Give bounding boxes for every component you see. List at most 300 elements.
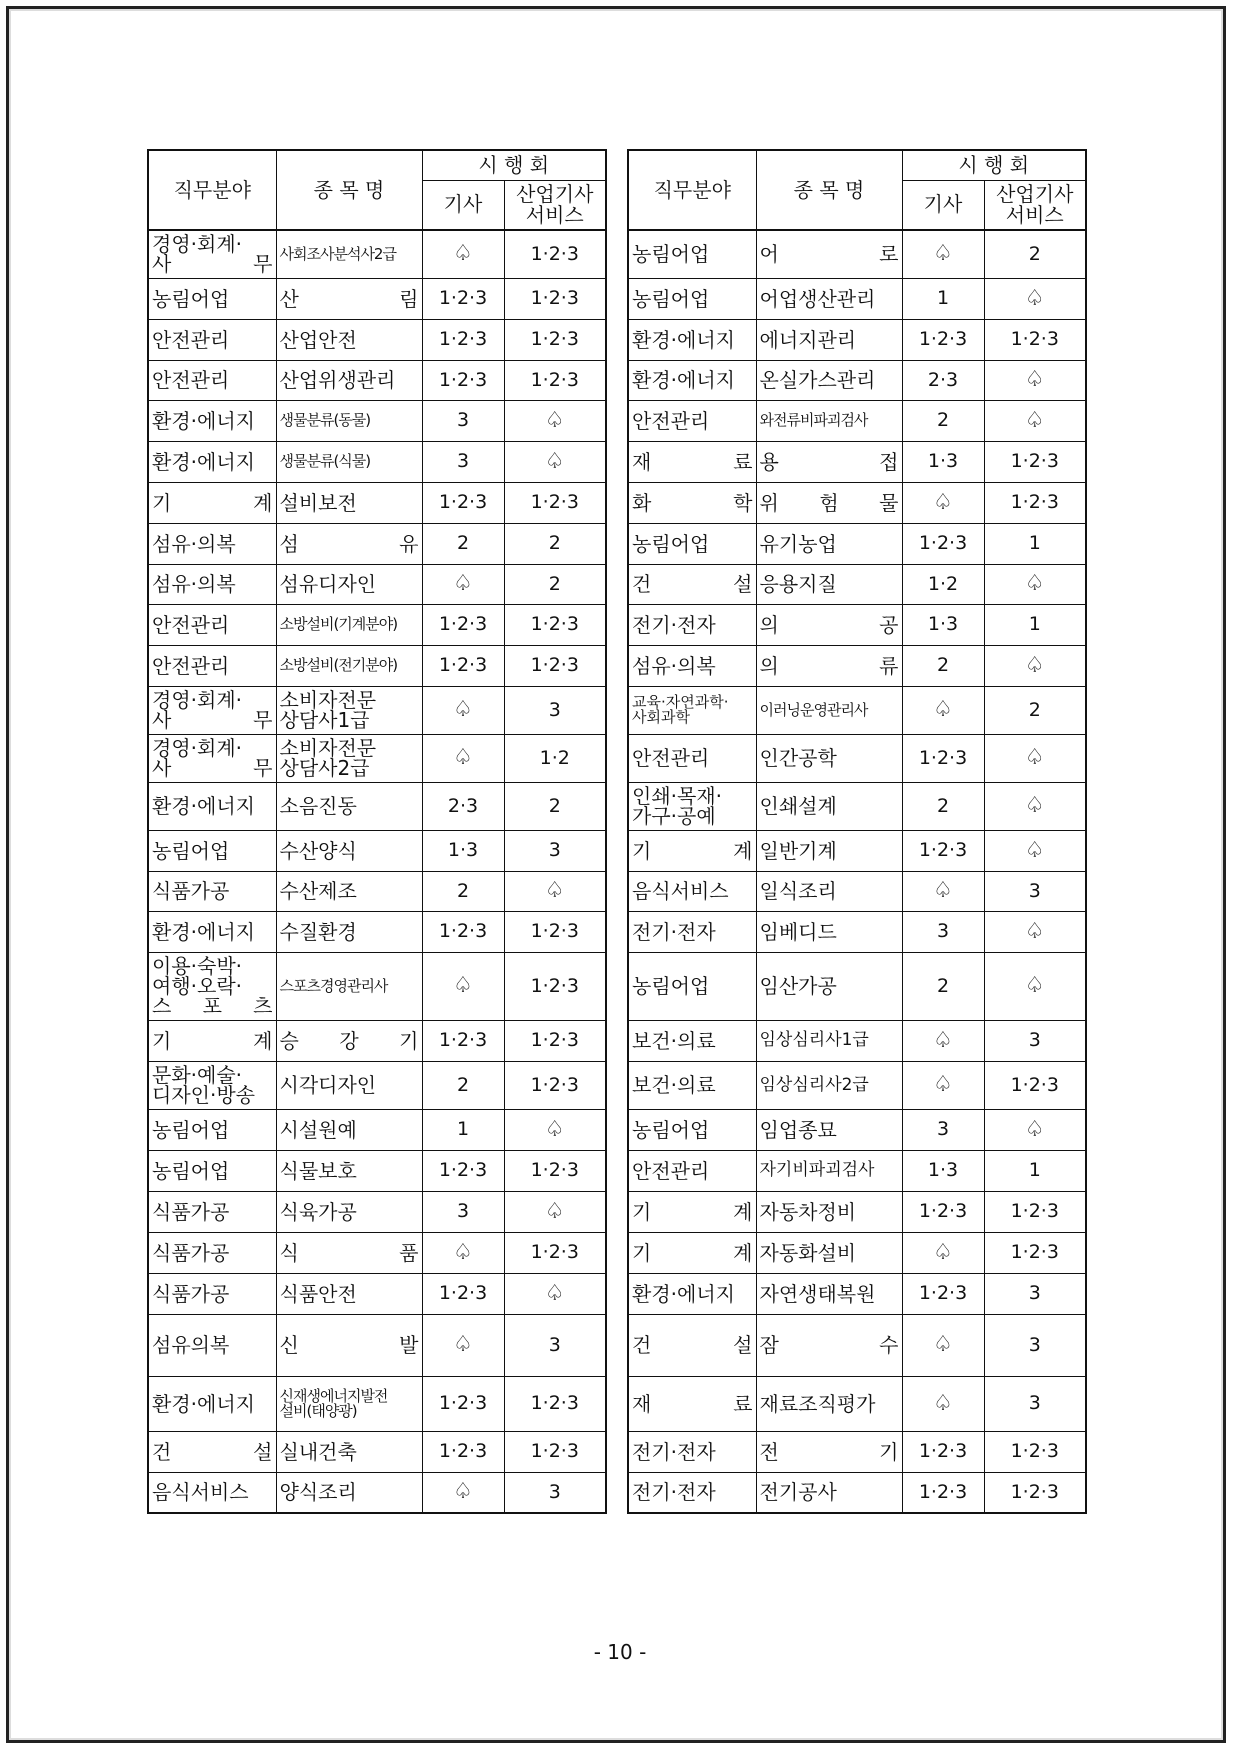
name-cell: 이러닝운영관리사 xyxy=(756,686,902,734)
field-cell: 전기·전자 xyxy=(628,1472,756,1513)
name-cell: 소방설비(기계분야) xyxy=(276,604,422,645)
table-row xyxy=(628,278,1086,319)
sanup-cell: 1·2·3 xyxy=(504,604,606,645)
sanup-cell: 1·2·3 xyxy=(504,230,606,278)
name-cell: 임상심리사2급 xyxy=(756,1061,902,1109)
field-cell: 섬유의복 xyxy=(148,1314,276,1376)
gisa-cell: 2 xyxy=(902,782,984,830)
name-cell: 자연생태복원 xyxy=(756,1273,902,1314)
sanup-cell: 1·2·3 xyxy=(984,1232,1086,1273)
sanup-cell: ♤ xyxy=(984,564,1086,604)
sanup-cell: 1·2·3 xyxy=(984,441,1086,482)
field-cell: 환경·에너지 xyxy=(148,782,276,830)
table-row xyxy=(628,441,1086,482)
sanup-cell: 1 xyxy=(984,604,1086,645)
name-cell: 시설원예 xyxy=(276,1109,422,1150)
gisa-cell: ♤ xyxy=(422,1472,504,1513)
sanup-cell: 1·2·3 xyxy=(504,319,606,360)
gisa-cell: 2 xyxy=(902,400,984,441)
sanup-cell: 3 xyxy=(984,1020,1086,1061)
field-cell: 농림어업 xyxy=(628,278,756,319)
sanup-cell: 1·2·3 xyxy=(504,645,606,686)
table-row xyxy=(148,686,606,734)
table-row xyxy=(628,1150,1086,1191)
sanup-cell: ♤ xyxy=(984,360,1086,400)
name-cell: 소비자전문 상담사2급 xyxy=(276,734,422,782)
name-cell: 응용지질 xyxy=(756,564,902,604)
gisa-cell: ♤ xyxy=(902,1314,984,1376)
header-gisa: 기사 xyxy=(902,180,984,230)
table-row xyxy=(148,1232,606,1273)
name-cell: 유기농업 xyxy=(756,523,902,564)
header-gisa: 기사 xyxy=(422,180,504,230)
name-cell: 신 발 xyxy=(276,1314,422,1376)
header-field: 직무분야 xyxy=(628,150,756,230)
gisa-cell: 1·2·3 xyxy=(902,1431,984,1472)
field-cell: 기 계 xyxy=(628,1232,756,1273)
name-cell: 식물보호 xyxy=(276,1150,422,1191)
gisa-cell: 3 xyxy=(422,441,504,482)
sanup-cell: 1·2·3 xyxy=(504,952,606,1020)
table-row xyxy=(148,604,606,645)
field-cell: 기 계 xyxy=(628,830,756,871)
sanup-cell: ♤ xyxy=(504,1273,606,1314)
sanup-cell: 1·2·3 xyxy=(504,360,606,400)
field-cell: 농림어업 xyxy=(148,1150,276,1191)
table-row xyxy=(148,1061,606,1109)
sanup-cell: 1 xyxy=(984,1150,1086,1191)
table-row xyxy=(628,360,1086,400)
sanup-cell: 1·2·3 xyxy=(504,1061,606,1109)
field-cell: 안전관리 xyxy=(628,734,756,782)
field-cell: 건 설 xyxy=(628,564,756,604)
gisa-cell: ♤ xyxy=(422,564,504,604)
table-row xyxy=(148,319,606,360)
sanup-cell: 3 xyxy=(504,1472,606,1513)
name-cell: 인간공학 xyxy=(756,734,902,782)
gisa-cell: 2 xyxy=(422,1061,504,1109)
gisa-cell: 1·3 xyxy=(902,1150,984,1191)
name-cell: 설비보전 xyxy=(276,482,422,523)
sanup-cell: ♤ xyxy=(984,952,1086,1020)
gisa-cell: 1·2·3 xyxy=(422,604,504,645)
field-cell: 식품가공 xyxy=(148,871,276,911)
name-cell: 생물분류(동물) xyxy=(276,400,422,441)
sanup-cell: 1·2·3 xyxy=(984,1472,1086,1513)
name-cell: 자동화설비 xyxy=(756,1232,902,1273)
sanup-cell: ♤ xyxy=(504,1191,606,1232)
sanup-cell: 3 xyxy=(504,1314,606,1376)
gisa-cell: 1 xyxy=(902,278,984,319)
table-row xyxy=(148,734,606,782)
gisa-cell: 1·3 xyxy=(902,604,984,645)
sanup-cell: 1·2·3 xyxy=(504,1431,606,1472)
field-cell: 보건·의료 xyxy=(628,1020,756,1061)
table-row xyxy=(628,1191,1086,1232)
gisa-cell: 1 xyxy=(422,1109,504,1150)
sanup-cell: 2 xyxy=(504,564,606,604)
name-cell: 섬 유 xyxy=(276,523,422,564)
table-row xyxy=(628,1061,1086,1109)
gisa-cell: ♤ xyxy=(902,686,984,734)
name-cell: 수산제조 xyxy=(276,871,422,911)
name-cell: 소방설비(전기분야) xyxy=(276,645,422,686)
table-row xyxy=(148,1109,606,1150)
name-cell: 의 공 xyxy=(756,604,902,645)
sanup-cell: 2 xyxy=(984,230,1086,278)
field-cell: 안전관리 xyxy=(628,400,756,441)
field-cell: 환경·에너지 xyxy=(628,319,756,360)
name-cell: 의 류 xyxy=(756,645,902,686)
header-exam: 시 행 회 xyxy=(422,150,606,180)
sanup-cell: ♤ xyxy=(984,782,1086,830)
sanup-cell: ♤ xyxy=(984,645,1086,686)
field-cell: 농림어업 xyxy=(148,830,276,871)
sanup-cell: 1·2·3 xyxy=(504,1376,606,1431)
sanup-cell: ♤ xyxy=(984,1109,1086,1150)
table-row xyxy=(148,911,606,952)
field-cell: 보건·의료 xyxy=(628,1061,756,1109)
field-cell: 음식서비스 xyxy=(148,1472,276,1513)
gisa-cell: 1·3 xyxy=(422,830,504,871)
field-cell: 농림어업 xyxy=(628,523,756,564)
gisa-cell: ♤ xyxy=(902,1232,984,1273)
name-cell: 재료조직평가 xyxy=(756,1376,902,1431)
name-cell: 임산가공 xyxy=(756,952,902,1020)
name-cell: 일반기계 xyxy=(756,830,902,871)
sanup-cell: ♤ xyxy=(984,911,1086,952)
field-cell: 재 료 xyxy=(628,1376,756,1431)
sanup-cell: 3 xyxy=(504,686,606,734)
name-cell: 수질환경 xyxy=(276,911,422,952)
table-row xyxy=(148,400,606,441)
field-cell: 농림어업 xyxy=(148,278,276,319)
page-number: - 10 - xyxy=(593,1640,647,1664)
field-cell: 경영·회계· 사 무 xyxy=(148,230,276,278)
gisa-cell: 3 xyxy=(902,911,984,952)
field-cell: 음식서비스 xyxy=(628,871,756,911)
table-row xyxy=(148,482,606,523)
table-row xyxy=(148,952,606,1020)
table-row xyxy=(628,604,1086,645)
gisa-cell: 2·3 xyxy=(422,782,504,830)
table-row xyxy=(148,1431,606,1472)
name-cell: 식품안전 xyxy=(276,1273,422,1314)
table-row xyxy=(148,278,606,319)
field-cell: 기 계 xyxy=(148,1020,276,1061)
table-row xyxy=(628,911,1086,952)
table-row xyxy=(148,360,606,400)
field-cell: 재 료 xyxy=(628,441,756,482)
field-cell: 식품가공 xyxy=(148,1191,276,1232)
table-row xyxy=(148,871,606,911)
name-cell: 임상심리사1급 xyxy=(756,1020,902,1061)
sanup-cell: 1·2 xyxy=(504,734,606,782)
field-cell: 농림어업 xyxy=(628,1109,756,1150)
name-cell: 자기비파괴검사 xyxy=(756,1150,902,1191)
table-row xyxy=(148,564,606,604)
gisa-cell: 1·2·3 xyxy=(422,1150,504,1191)
gisa-cell: 2 xyxy=(422,523,504,564)
table-row xyxy=(148,230,606,278)
name-cell: 식육가공 xyxy=(276,1191,422,1232)
sanup-cell: 1·2·3 xyxy=(984,1061,1086,1109)
table-row xyxy=(628,1376,1086,1431)
sanup-cell: 3 xyxy=(984,1376,1086,1431)
sanup-cell: 1·2·3 xyxy=(984,1191,1086,1232)
table-row xyxy=(148,441,606,482)
header-name: 종 목 명 xyxy=(276,150,422,230)
sanup-cell: 1 xyxy=(984,523,1086,564)
field-cell: 농림어업 xyxy=(628,230,756,278)
gisa-cell: 1·2 xyxy=(902,564,984,604)
table-row xyxy=(148,645,606,686)
field-cell: 섬유·의복 xyxy=(628,645,756,686)
header-sanup: 산업기사 서비스 xyxy=(984,180,1086,230)
table-row xyxy=(628,1232,1086,1273)
gisa-cell: 1·2·3 xyxy=(422,1020,504,1061)
gisa-cell: 1·2·3 xyxy=(902,1273,984,1314)
field-cell: 교육·자연과학· 사회과학 xyxy=(628,686,756,734)
gisa-cell: ♤ xyxy=(422,734,504,782)
table-row xyxy=(628,1314,1086,1376)
name-cell: 시각디자인 xyxy=(276,1061,422,1109)
gisa-cell: ♤ xyxy=(902,482,984,523)
table-row xyxy=(148,1150,606,1191)
gisa-cell: ♤ xyxy=(422,1314,504,1376)
header-sanup: 산업기사 서비스 xyxy=(504,180,606,230)
gisa-cell: ♤ xyxy=(902,1061,984,1109)
field-cell: 기 계 xyxy=(628,1191,756,1232)
name-cell: 산업위생관리 xyxy=(276,360,422,400)
exam-table-right xyxy=(627,149,1087,1514)
gisa-cell: 2 xyxy=(422,871,504,911)
sanup-cell: 3 xyxy=(984,871,1086,911)
name-cell: 산업안전 xyxy=(276,319,422,360)
table-row xyxy=(628,1431,1086,1472)
name-cell: 신재생에너지발전 설비(태양광) xyxy=(276,1376,422,1431)
field-cell: 안전관리 xyxy=(148,604,276,645)
gisa-cell: ♤ xyxy=(422,686,504,734)
gisa-cell: 3 xyxy=(422,1191,504,1232)
sanup-cell: 1·2·3 xyxy=(984,319,1086,360)
table-row xyxy=(148,1314,606,1376)
sanup-cell: ♤ xyxy=(984,734,1086,782)
gisa-cell: 1·2·3 xyxy=(422,645,504,686)
name-cell: 수산양식 xyxy=(276,830,422,871)
field-cell: 환경·에너지 xyxy=(148,911,276,952)
sanup-cell: ♤ xyxy=(504,871,606,911)
field-cell: 식품가공 xyxy=(148,1232,276,1273)
sanup-cell: 1·2·3 xyxy=(504,1232,606,1273)
field-cell: 건 설 xyxy=(628,1314,756,1376)
sanup-cell: 1·2·3 xyxy=(984,1431,1086,1472)
gisa-cell: 3 xyxy=(422,400,504,441)
field-cell: 전기·전자 xyxy=(628,911,756,952)
field-cell: 건 설 xyxy=(148,1431,276,1472)
gisa-cell: ♤ xyxy=(902,230,984,278)
name-cell: 용 접 xyxy=(756,441,902,482)
table-row xyxy=(628,1020,1086,1061)
name-cell: 자동차정비 xyxy=(756,1191,902,1232)
header-name: 종 목 명 xyxy=(756,150,902,230)
name-cell: 잠 수 xyxy=(756,1314,902,1376)
name-cell: 어업생산관리 xyxy=(756,278,902,319)
name-cell: 에너지관리 xyxy=(756,319,902,360)
field-cell: 화 학 xyxy=(628,482,756,523)
gisa-cell: 1·2·3 xyxy=(422,911,504,952)
name-cell: 소비자전문 상담사1급 xyxy=(276,686,422,734)
name-cell: 어 로 xyxy=(756,230,902,278)
name-cell: 소음진동 xyxy=(276,782,422,830)
field-cell: 전기·전자 xyxy=(628,1431,756,1472)
gisa-cell: 3 xyxy=(902,1109,984,1150)
table-row xyxy=(628,830,1086,871)
field-cell: 문화·예술· 디자인·방송 xyxy=(148,1061,276,1109)
table-row xyxy=(148,523,606,564)
table-row xyxy=(148,830,606,871)
gisa-cell: 1·2·3 xyxy=(422,360,504,400)
table-row xyxy=(628,400,1086,441)
field-cell: 환경·에너지 xyxy=(628,1273,756,1314)
field-cell: 안전관리 xyxy=(628,1150,756,1191)
name-cell: 산 림 xyxy=(276,278,422,319)
table-row xyxy=(148,1273,606,1314)
gisa-cell: ♤ xyxy=(902,1376,984,1431)
name-cell: 식 품 xyxy=(276,1232,422,1273)
sanup-cell: ♤ xyxy=(984,830,1086,871)
table-row xyxy=(148,1472,606,1513)
sanup-cell: 1·2·3 xyxy=(504,278,606,319)
sanup-cell: 3 xyxy=(504,830,606,871)
table-row xyxy=(628,645,1086,686)
field-cell: 경영·회계· 사 무 xyxy=(148,686,276,734)
name-cell: 양식조리 xyxy=(276,1472,422,1513)
gisa-cell: 1·2·3 xyxy=(422,1431,504,1472)
name-cell: 전기공사 xyxy=(756,1472,902,1513)
sanup-cell: 1·2·3 xyxy=(504,482,606,523)
field-cell: 전기·전자 xyxy=(628,604,756,645)
field-cell: 농림어업 xyxy=(628,952,756,1020)
gisa-cell: 2·3 xyxy=(902,360,984,400)
name-cell: 생물분류(식물) xyxy=(276,441,422,482)
name-cell: 스포츠경영관리사 xyxy=(276,952,422,1020)
name-cell: 임베디드 xyxy=(756,911,902,952)
sanup-cell: 1·2·3 xyxy=(504,1020,606,1061)
name-cell: 사회조사분석사2급 xyxy=(276,230,422,278)
table-row xyxy=(628,482,1086,523)
gisa-cell: 1·2·3 xyxy=(902,734,984,782)
table-row xyxy=(628,871,1086,911)
sanup-cell: ♤ xyxy=(984,278,1086,319)
gisa-cell: ♤ xyxy=(902,1020,984,1061)
field-cell: 경영·회계· 사 무 xyxy=(148,734,276,782)
gisa-cell: 1·2·3 xyxy=(902,1472,984,1513)
sanup-cell: 1·2·3 xyxy=(504,1150,606,1191)
sanup-cell: 2 xyxy=(504,782,606,830)
table-row xyxy=(628,686,1086,734)
table-body-right xyxy=(628,230,1086,1513)
gisa-cell: 1·2·3 xyxy=(902,1191,984,1232)
name-cell: 인쇄설계 xyxy=(756,782,902,830)
field-cell: 식품가공 xyxy=(148,1273,276,1314)
table-row xyxy=(628,1109,1086,1150)
name-cell: 위 험 물 xyxy=(756,482,902,523)
name-cell: 섬유디자인 xyxy=(276,564,422,604)
sanup-cell: 3 xyxy=(984,1314,1086,1376)
table-row xyxy=(628,952,1086,1020)
gisa-cell: 1·2·3 xyxy=(422,1273,504,1314)
sanup-cell: ♤ xyxy=(504,441,606,482)
exam-table-left xyxy=(147,149,607,1514)
field-cell: 안전관리 xyxy=(148,319,276,360)
table-row xyxy=(628,782,1086,830)
sanup-cell: 3 xyxy=(984,1273,1086,1314)
table-row xyxy=(628,1472,1086,1513)
table-row xyxy=(628,230,1086,278)
gisa-cell: 1·2·3 xyxy=(902,830,984,871)
gisa-cell: 1·2·3 xyxy=(902,319,984,360)
sanup-cell: ♤ xyxy=(504,400,606,441)
table-row xyxy=(148,1376,606,1431)
field-cell: 환경·에너지 xyxy=(148,1376,276,1431)
gisa-cell: 1·2·3 xyxy=(422,319,504,360)
sanup-cell: ♤ xyxy=(984,400,1086,441)
table-row xyxy=(628,564,1086,604)
sanup-cell: 2 xyxy=(984,686,1086,734)
name-cell: 임업종묘 xyxy=(756,1109,902,1150)
gisa-cell: ♤ xyxy=(902,871,984,911)
gisa-cell: 1·2·3 xyxy=(422,1376,504,1431)
gisa-cell: 2 xyxy=(902,952,984,1020)
sanup-cell: 1·2·3 xyxy=(984,482,1086,523)
gisa-cell: 1·2·3 xyxy=(422,278,504,319)
name-cell: 실내건축 xyxy=(276,1431,422,1472)
gisa-cell: 1·3 xyxy=(902,441,984,482)
field-cell: 환경·에너지 xyxy=(628,360,756,400)
field-cell: 농림어업 xyxy=(148,1109,276,1150)
table-row xyxy=(628,523,1086,564)
field-cell: 이용·숙박· 여행·오락· 스 포 츠 xyxy=(148,952,276,1020)
sanup-cell: 2 xyxy=(504,523,606,564)
gisa-cell: ♤ xyxy=(422,230,504,278)
field-cell: 기 계 xyxy=(148,482,276,523)
field-cell: 섬유·의복 xyxy=(148,523,276,564)
table-row xyxy=(148,1191,606,1232)
header-exam: 시 행 회 xyxy=(902,150,1086,180)
field-cell: 안전관리 xyxy=(148,645,276,686)
table-row xyxy=(148,1020,606,1061)
name-cell: 온실가스관리 xyxy=(756,360,902,400)
name-cell: 승 강 기 xyxy=(276,1020,422,1061)
field-cell: 섬유·의복 xyxy=(148,564,276,604)
field-cell: 환경·에너지 xyxy=(148,441,276,482)
table-row xyxy=(628,734,1086,782)
header-field: 직무분야 xyxy=(148,150,276,230)
gisa-cell: 2 xyxy=(902,645,984,686)
table-body-left xyxy=(148,230,606,1513)
field-cell: 환경·에너지 xyxy=(148,400,276,441)
name-cell: 전 기 xyxy=(756,1431,902,1472)
gisa-cell: ♤ xyxy=(422,952,504,1020)
name-cell: 와전류비파괴검사 xyxy=(756,400,902,441)
gisa-cell: ♤ xyxy=(422,1232,504,1273)
sanup-cell: 1·2·3 xyxy=(504,911,606,952)
gisa-cell: 1·2·3 xyxy=(422,482,504,523)
sanup-cell: ♤ xyxy=(504,1109,606,1150)
table-row xyxy=(148,782,606,830)
table-row xyxy=(628,319,1086,360)
